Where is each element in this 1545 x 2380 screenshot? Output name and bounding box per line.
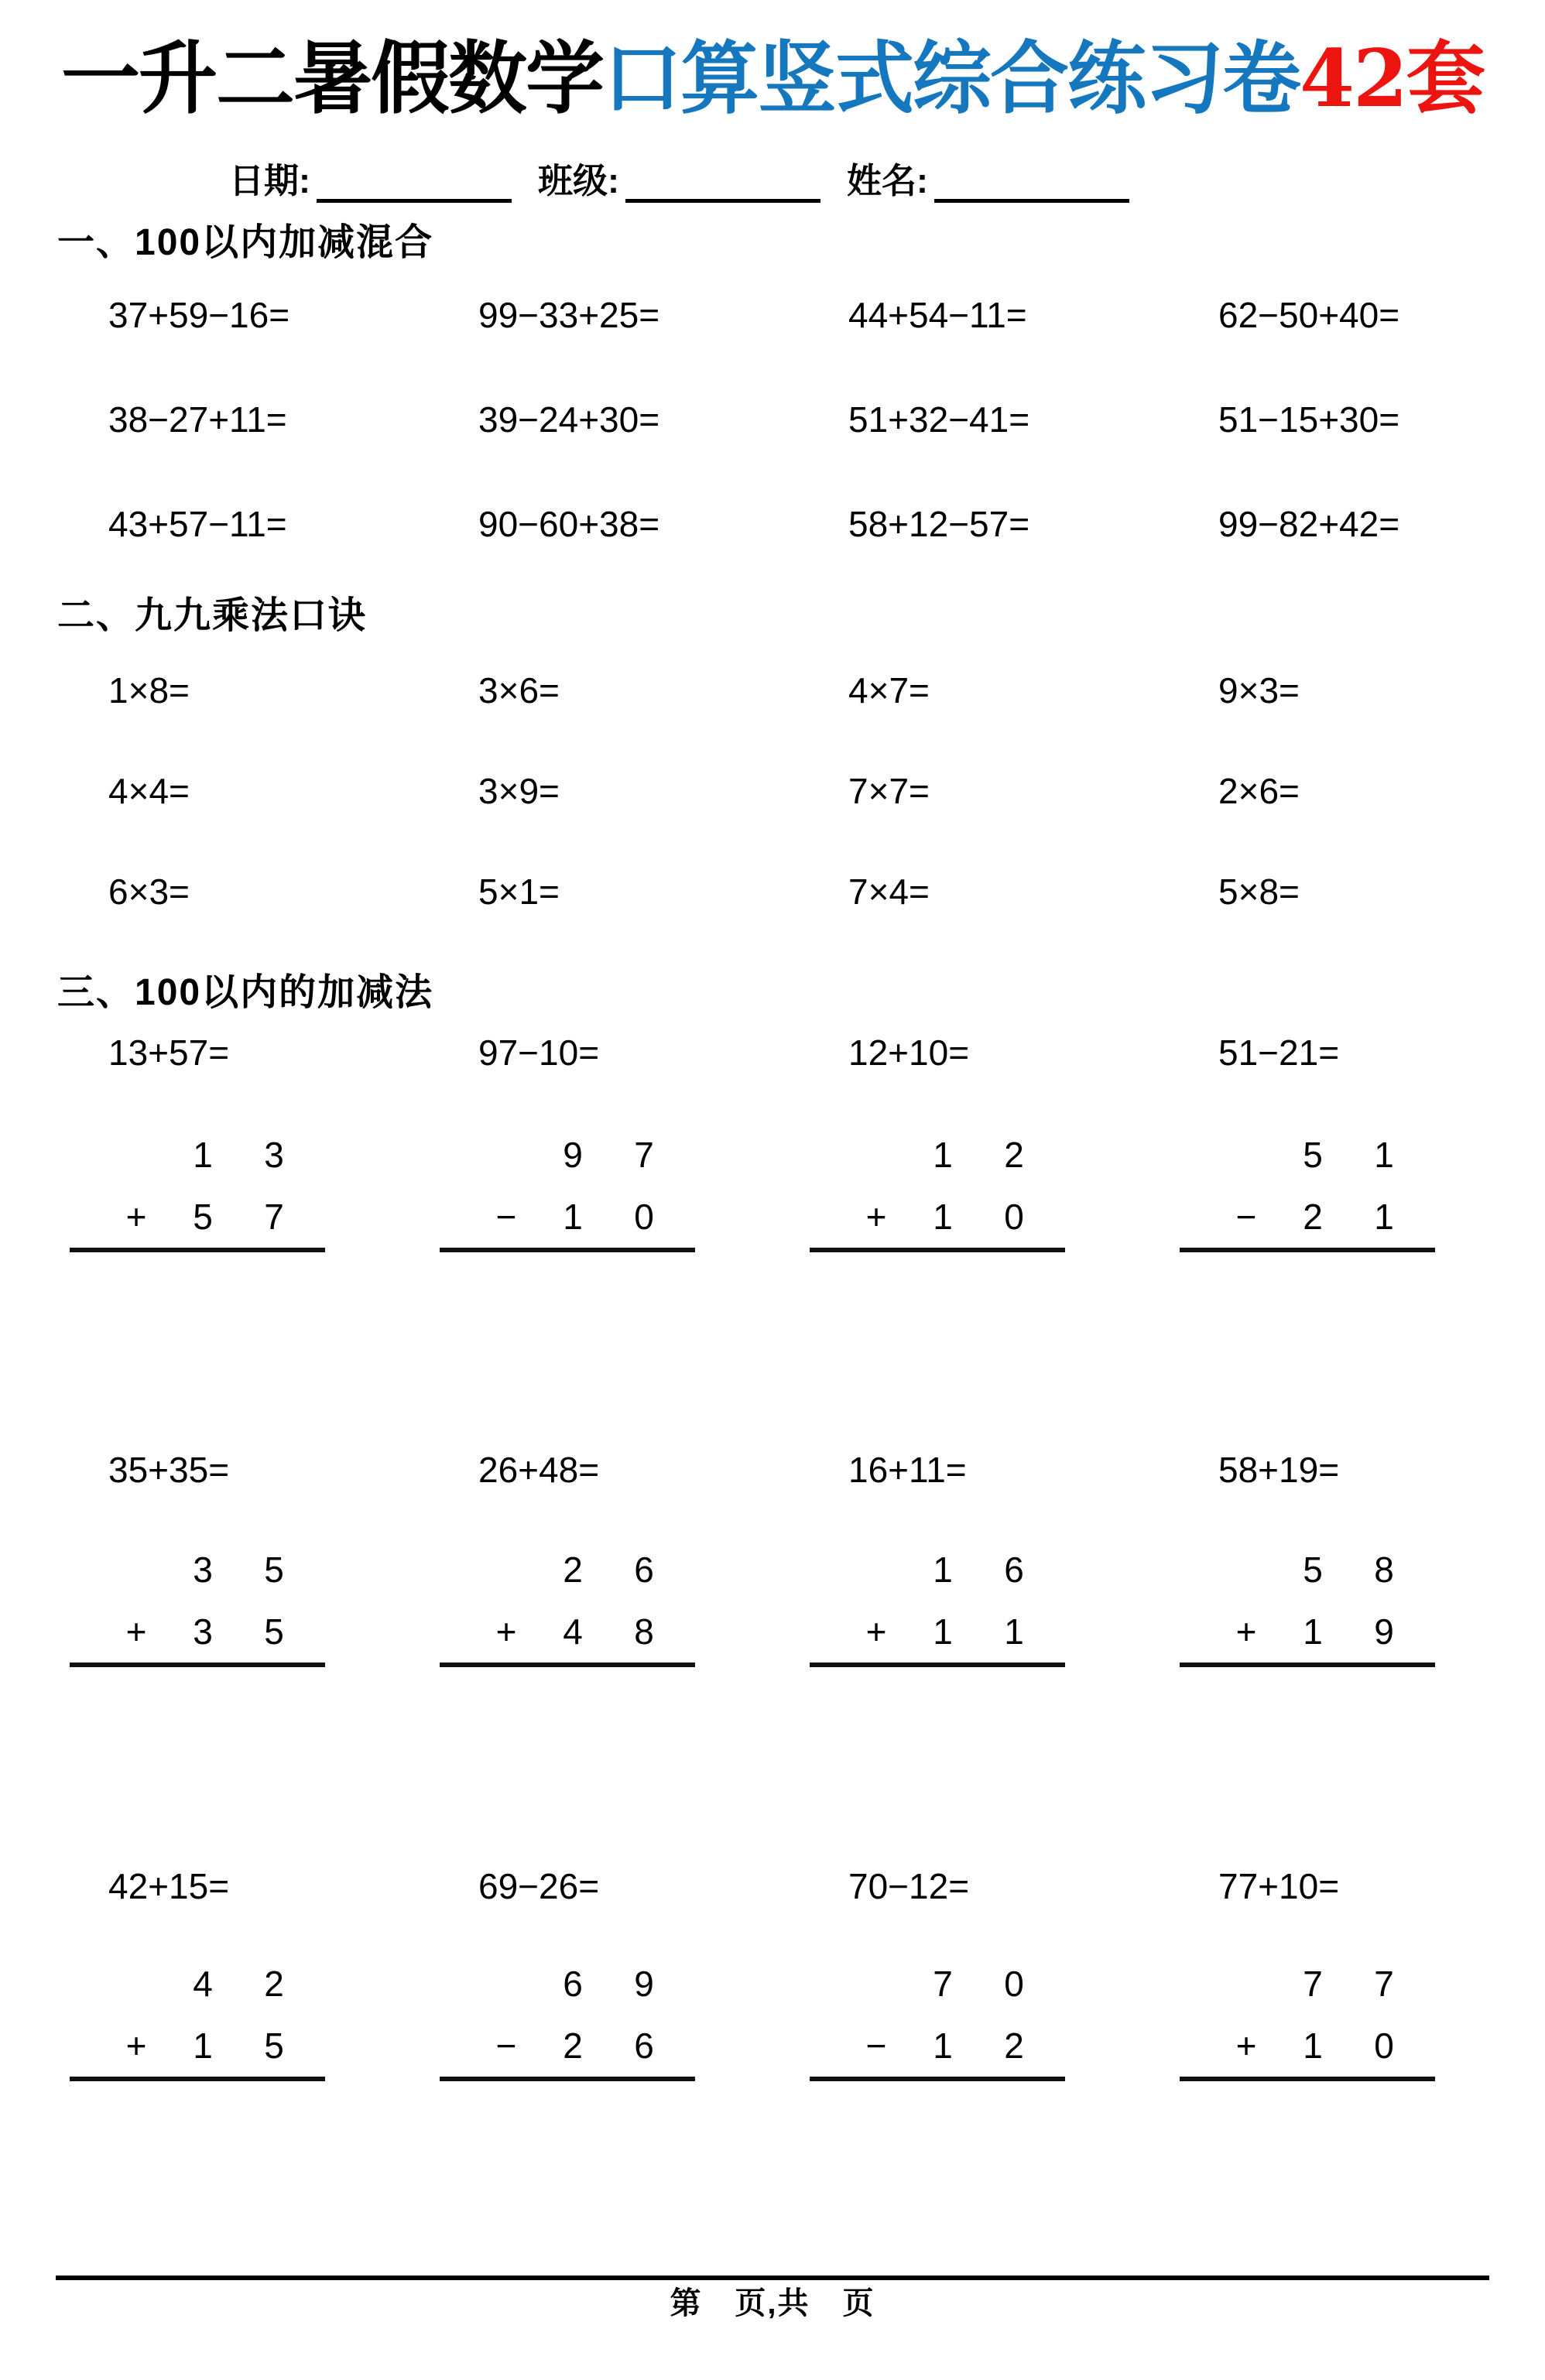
vertical-problem-digit: 2 — [1303, 1197, 1323, 1237]
vertical-problem — [810, 1124, 1065, 1252]
equation: 51−21= — [1218, 1032, 1340, 1073]
vertical-problem-top-row — [810, 1539, 1065, 1601]
equation: 42+15= — [108, 1866, 230, 1906]
vertical-problem-digit: 0 — [634, 1197, 654, 1237]
vertical-problem-digit: 1 — [1004, 1611, 1024, 1652]
vertical-problem-operator: + — [495, 1611, 517, 1652]
vertical-problem-top-row — [810, 1124, 1065, 1186]
vertical-problem — [70, 1539, 325, 1667]
vertical-problem-operator: − — [1235, 1197, 1257, 1237]
equation: 3×6= — [478, 670, 560, 711]
vertical-problem-top-row — [1180, 1539, 1435, 1601]
equation: 69−26= — [478, 1866, 600, 1906]
equation: 44+54−11= — [848, 295, 1027, 335]
vertical-problem-digit: 3 — [193, 1611, 213, 1652]
vertical-problem-digit: 6 — [634, 1550, 654, 1590]
date-field — [229, 159, 512, 203]
vertical-problem-digit: 6 — [634, 2026, 654, 2066]
vertical-problem-top-row — [1180, 1953, 1435, 2015]
vertical-problem-digit: 7 — [1374, 1964, 1394, 2004]
equation: 6×3= — [108, 872, 190, 912]
vertical-problem — [440, 1124, 695, 1252]
equation: 97−10= — [478, 1032, 600, 1073]
vertical-problem-bottom-row — [440, 1601, 695, 1663]
equation: 7×7= — [848, 771, 930, 811]
vertical-problem-operator-placeholder — [810, 1953, 907, 2015]
equation: 58+19= — [1218, 1450, 1340, 1490]
date-blank-line — [317, 166, 512, 203]
vertical-problem-digit: 1 — [933, 2026, 953, 2066]
vertical-problem-digit: 1 — [1303, 2026, 1323, 2066]
vertical-problem-digit: 7 — [264, 1197, 284, 1237]
vertical-problem-digit: 1 — [933, 1611, 953, 1652]
vertical-problem-digit: 1 — [1374, 1135, 1394, 1175]
vertical-problem-digit: 5 — [264, 1611, 284, 1652]
equation: 9×3= — [1218, 670, 1300, 711]
vertical-problem-digit: 5 — [1303, 1135, 1323, 1175]
vertical-problem-digit: 8 — [634, 1611, 654, 1652]
vertical-problem — [70, 1124, 325, 1252]
vertical-problem-operator-placeholder — [440, 1124, 537, 1186]
vertical-problem — [1180, 1124, 1435, 1252]
date-label: 日期: — [229, 161, 310, 200]
vertical-problem-operator: − — [865, 2026, 887, 2066]
vertical-problem-digit: 9 — [1374, 1611, 1394, 1652]
vertical-problem-digit: 5 — [264, 2026, 284, 2066]
vertical-problem-top-row — [70, 1539, 325, 1601]
section1-heading: 一、100以内加减混合 — [57, 222, 434, 263]
vertical-problem — [810, 1539, 1065, 1667]
vertical-problem-operator-placeholder — [70, 1953, 167, 2015]
page-title-blue-part: 口算竖式综合练习卷 — [603, 33, 1300, 125]
vertical-problem-digit: 7 — [634, 1135, 654, 1175]
equation: 38−27+11= — [108, 399, 287, 440]
vertical-problem-bottom-row — [70, 2015, 325, 2077]
vertical-problem-bottom-row — [810, 1186, 1065, 1248]
vertical-problem-top-row — [1180, 1124, 1435, 1186]
section3-group2-vertical-problems — [70, 1539, 1545, 1667]
vertical-problem-digit: 2 — [563, 2026, 583, 2066]
equation: 70−12= — [848, 1866, 970, 1906]
vertical-problem-digit: 7 — [933, 1964, 953, 2004]
section3-group3-vertical-problems — [70, 1953, 1545, 2081]
equation: 51−15+30= — [1218, 399, 1400, 440]
vertical-problem-bottom-row — [440, 2015, 695, 2077]
vertical-problem-digit: 1 — [193, 1135, 213, 1175]
page-title — [0, 26, 1545, 133]
section3-group1-equations — [70, 1032, 1545, 1073]
vertical-problem-bottom-row — [1180, 2015, 1435, 2077]
equation: 5×1= — [478, 872, 560, 912]
equation: 5×8= — [1218, 872, 1300, 912]
vertical-problem-digit: 9 — [563, 1135, 583, 1175]
equation: 43+57−11= — [108, 504, 287, 544]
vertical-problem-bottom-row — [810, 2015, 1065, 2077]
vertical-problem-digit: 1 — [1374, 1197, 1394, 1237]
vertical-problem — [440, 1539, 695, 1667]
vertical-problem-digit: 2 — [1004, 1135, 1024, 1175]
vertical-problem-digit: 5 — [193, 1197, 213, 1237]
equation: 62−50+40= — [1218, 295, 1400, 335]
vertical-problem — [440, 1953, 695, 2081]
vertical-problem-top-row — [70, 1124, 325, 1186]
vertical-problem-digit: 0 — [1004, 1197, 1024, 1237]
equation: 26+48= — [478, 1450, 600, 1490]
vertical-problem-top-row — [440, 1539, 695, 1601]
vertical-problem-operator-placeholder — [440, 1539, 537, 1601]
class-label: 班级: — [538, 161, 619, 200]
section2-equations-grid — [70, 670, 1545, 974]
vertical-problem-digit: 0 — [1374, 2026, 1394, 2066]
section2-heading: 二、九九乘法口诀 — [57, 595, 368, 636]
class-blank-line — [625, 166, 820, 203]
section1-equations-grid — [70, 297, 1545, 611]
vertical-problem-bottom-row — [70, 1186, 325, 1248]
section3-group1-vertical-problems — [70, 1124, 1545, 1252]
equation: 39−24+30= — [478, 399, 660, 440]
vertical-problem-digit: 9 — [634, 1964, 654, 2004]
equation: 12+10= — [848, 1032, 970, 1073]
vertical-problem-digit: 7 — [1303, 1964, 1323, 2004]
vertical-problem-top-row — [440, 1124, 695, 1186]
vertical-problem-digit: 1 — [193, 2026, 213, 2066]
vertical-problem-digit: 3 — [264, 1135, 284, 1175]
equation: 3×9= — [478, 771, 560, 811]
equation: 90−60+38= — [478, 504, 660, 544]
vertical-problem-bottom-row — [1180, 1186, 1435, 1248]
vertical-problem-bottom-row — [1180, 1601, 1435, 1663]
section3-heading: 三、100以内的加减法 — [57, 972, 434, 1013]
vertical-problem-digit: 5 — [1303, 1550, 1323, 1590]
section3-group3-equations — [70, 1868, 1545, 1904]
vertical-problem-operator: + — [1235, 1611, 1257, 1652]
vertical-problem-digit: 4 — [193, 1964, 213, 2004]
vertical-problem-operator: − — [495, 2026, 517, 2066]
vertical-problem-operator: + — [865, 1197, 887, 1237]
vertical-problem-digit: 5 — [264, 1550, 284, 1590]
vertical-problem-bottom-row — [440, 1186, 695, 1248]
vertical-problem-digit: 2 — [1004, 2026, 1024, 2066]
equation: 7×4= — [848, 872, 930, 912]
equation: 37+59−16= — [108, 295, 290, 335]
name-blank-line — [934, 166, 1129, 203]
vertical-problem — [810, 1953, 1065, 2081]
vertical-problem-operator: + — [125, 2026, 147, 2066]
footer-page-label: 第 页,共 页 — [670, 2286, 875, 2320]
vertical-problem-digit: 2 — [264, 1964, 284, 2004]
vertical-problem-top-row — [810, 1953, 1065, 2015]
equation: 51+32−41= — [848, 399, 1030, 440]
vertical-problem-bottom-row — [810, 1601, 1065, 1663]
vertical-problem-digit: 1 — [1303, 1611, 1323, 1652]
vertical-problem-digit: 3 — [193, 1550, 213, 1590]
vertical-problem-operator-placeholder — [1180, 1539, 1277, 1601]
vertical-problem — [70, 1953, 325, 2081]
vertical-problem-top-row — [440, 1953, 695, 2015]
vertical-problem-digit: 2 — [563, 1550, 583, 1590]
equation: 77+10= — [1218, 1866, 1340, 1906]
vertical-problem-operator: + — [865, 1611, 887, 1652]
footer-divider-line — [56, 2276, 1489, 2280]
vertical-problem-operator-placeholder — [1180, 1953, 1277, 2015]
vertical-problem-digit: 6 — [1004, 1550, 1024, 1590]
vertical-problem-bottom-row — [70, 1601, 325, 1663]
equation: 1×8= — [108, 670, 190, 711]
vertical-problem-operator: + — [125, 1197, 147, 1237]
equation: 99−82+42= — [1218, 504, 1400, 544]
vertical-problem — [1180, 1539, 1435, 1667]
vertical-problem-digit: 1 — [933, 1197, 953, 1237]
equation: 99−33+25= — [478, 295, 660, 335]
vertical-problem-operator-placeholder — [70, 1539, 167, 1601]
vertical-problem-digit: 0 — [1004, 1964, 1024, 2004]
vertical-problem-operator-placeholder — [810, 1124, 907, 1186]
vertical-problem-digit: 1 — [933, 1550, 953, 1590]
equation: 16+11= — [848, 1450, 967, 1490]
vertical-problem-operator-placeholder — [70, 1124, 167, 1186]
vertical-problem-operator-placeholder — [440, 1953, 537, 2015]
name-label: 姓名: — [847, 161, 928, 200]
section3-group2-equations — [70, 1452, 1545, 1488]
vertical-problem-digit: 8 — [1374, 1550, 1394, 1590]
vertical-problem-operator: + — [125, 1611, 147, 1652]
vertical-problem-top-row — [70, 1953, 325, 2015]
name-field — [847, 159, 1129, 203]
class-field — [538, 159, 820, 203]
vertical-problem-digit: 4 — [563, 1611, 583, 1652]
vertical-problem-digit: 6 — [563, 1964, 583, 2004]
vertical-problem — [1180, 1953, 1435, 2081]
page-title-red-part: 42套 — [1300, 33, 1484, 125]
vertical-problem-digit: 1 — [563, 1197, 583, 1237]
header-fields — [229, 159, 1129, 203]
equation: 58+12−57= — [848, 504, 1030, 544]
equation: 4×7= — [848, 670, 930, 711]
vertical-problem-operator-placeholder — [1180, 1124, 1277, 1186]
page-title-black-part: 一升二暑假数学 — [61, 33, 604, 125]
equation: 13+57= — [108, 1032, 230, 1073]
vertical-problem-operator: + — [1235, 2026, 1257, 2066]
vertical-problem-operator-placeholder — [810, 1539, 907, 1601]
equation: 2×6= — [1218, 771, 1300, 811]
vertical-problem-operator: − — [495, 1197, 517, 1237]
equation: 35+35= — [108, 1450, 230, 1490]
equation: 4×4= — [108, 771, 190, 811]
vertical-problem-digit: 1 — [933, 1135, 953, 1175]
